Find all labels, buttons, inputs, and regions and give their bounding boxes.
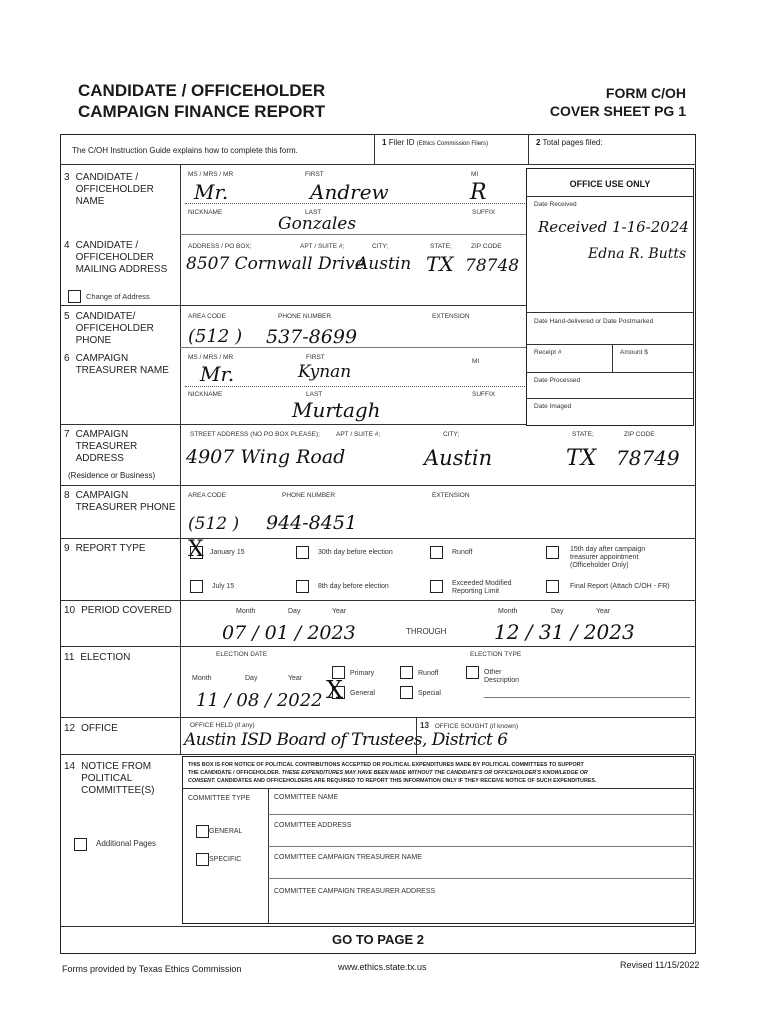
change-of-address-label: Change of Address: [86, 292, 150, 301]
election-runoff-label: Runoff: [418, 670, 439, 677]
additional-pages-checkbox[interactable]: [74, 838, 87, 851]
office-held-text: OFFICE HELD: [190, 722, 233, 729]
election-primary-label: Primary: [350, 670, 375, 677]
footer-provided-by: Forms provided by Texas Ethics Commission: [62, 964, 242, 974]
form-number-line1: FORM C/OH: [605, 85, 686, 101]
notice-text: THE CANDIDATE / OFFICEHOLDER.: [188, 770, 281, 776]
last-label: LAST: [306, 391, 323, 398]
section-number: 6: [64, 353, 70, 364]
section-14-label: [64, 761, 176, 797]
divider: [60, 926, 696, 927]
divider: [60, 164, 696, 165]
filer-id-field[interactable]: [382, 138, 488, 147]
section-title: PERIOD COVERED: [81, 605, 172, 616]
date-received-label: Date Received: [534, 201, 577, 208]
divider: [416, 717, 417, 754]
divider: [612, 344, 613, 372]
year-label: Year: [332, 608, 347, 615]
treasurer-street[interactable]: 4907 Wing Road: [186, 446, 346, 468]
instruction-text: The C/OH Instruction Guide explains how to complete this form.: [72, 146, 298, 155]
committee-treasurer-name-label: COMMITTEE CAMPAIGN TREASURER NAME: [274, 854, 422, 861]
candidate-state[interactable]: TX: [426, 252, 454, 276]
candidate-phone[interactable]: 537-8699: [266, 326, 358, 348]
ms-label: MS / MRS / MR: [188, 354, 234, 361]
section-title: REPORT TYPE: [75, 543, 146, 554]
election-date[interactable]: 11 / 08 / 2022: [196, 690, 323, 711]
candidate-area-code[interactable]: (512 ): [188, 326, 243, 347]
notice-line: [188, 777, 690, 785]
city-label: CITY;: [372, 243, 389, 250]
section-number: 5: [64, 311, 70, 322]
option-line: Reporting Limit: [452, 588, 500, 595]
received-signature: Edna R. Butts: [588, 246, 687, 262]
divider: [60, 646, 696, 647]
committee-general-checkbox[interactable]: [196, 825, 209, 838]
report-type-runoff-checkbox[interactable]: [430, 546, 443, 559]
form-title-line1: CANDIDATE / OFFICEHOLDER: [78, 81, 326, 100]
date-imaged-label: Date Imaged: [534, 403, 572, 410]
report-type-30th-checkbox[interactable]: [296, 546, 309, 559]
ms-label: MS / MRS / MR: [188, 171, 234, 178]
area-code-label: AREA CODE: [188, 313, 226, 320]
section-number: 13: [420, 721, 429, 730]
section-number: 14: [64, 761, 76, 772]
option-line: treasurer appointment: [570, 554, 639, 561]
filer-id-label: Filer ID: [388, 138, 415, 147]
section-title: CAMPAIGN TREASURER ADDRESS: [75, 429, 138, 464]
section-title: NOTICE FROM POLITICAL COMMITTEE(S): [81, 761, 155, 796]
footer-revised-date: Revised 11/15/2022: [620, 960, 700, 970]
office-held-label: [190, 722, 255, 729]
candidate-last-name[interactable]: Gonzales: [278, 214, 357, 234]
divider: [60, 424, 526, 425]
divider: [185, 386, 525, 387]
option-line: 15th day after campaign: [570, 546, 646, 553]
day-label: Day: [288, 608, 301, 615]
candidate-salutation[interactable]: Mr.: [194, 180, 229, 204]
month-label: Month: [498, 608, 518, 615]
treasurer-salutation[interactable]: Mr.: [200, 362, 235, 386]
section-number: 11: [64, 652, 75, 663]
section-title: CANDIDATE/ OFFICEHOLDER PHONE: [75, 311, 154, 346]
extension-label: EXTENSION: [432, 492, 470, 499]
section-number: 1: [382, 138, 387, 147]
option-line: Other: [484, 669, 502, 676]
section-number: 4: [64, 240, 70, 251]
divider: [526, 344, 694, 345]
section-number: 10: [64, 605, 76, 616]
additional-pages-label: Additional Pages: [96, 839, 157, 848]
suffix-label: SUFFIX: [472, 391, 496, 398]
divider: [60, 538, 696, 539]
report-type-exceeded-label: [452, 580, 512, 596]
committee-name-label: COMMITTEE NAME: [274, 794, 339, 801]
committee-type-label: COMMITTEE TYPE: [188, 795, 251, 802]
report-type-final-label: Final Report (Attach C/OH - FR): [570, 583, 670, 590]
section-title: CANDIDATE / OFFICEHOLDER NAME: [75, 172, 154, 207]
change-of-address-checkbox[interactable]: [68, 290, 81, 303]
mi-label: MI: [471, 171, 479, 178]
city-label: CITY;: [443, 431, 460, 438]
office-sought-text: OFFICE SOUGHT: [434, 723, 489, 730]
footer-website[interactable]: www.ethics.state.tx.us: [338, 962, 427, 972]
divider: [526, 196, 694, 197]
section-9-label: [64, 543, 176, 555]
report-type-8th-label: 8th day before election: [318, 583, 389, 590]
extension-label: EXTENSION: [432, 313, 470, 320]
divider: [526, 372, 694, 373]
phone-number-label: PHONE NUMBER: [278, 313, 332, 320]
candidate-zip[interactable]: 78748: [465, 256, 520, 276]
committee-treasurer-address-label: COMMITTEE CAMPAIGN TREASURER ADDRESS: [274, 888, 436, 895]
committee-specific-checkbox[interactable]: [196, 853, 209, 866]
divider: [268, 846, 694, 847]
divider: [180, 347, 526, 348]
candidate-first-name[interactable]: Andrew: [310, 180, 389, 204]
divider: [180, 164, 181, 754]
section-4-label: [64, 240, 176, 276]
section-number: 7: [64, 429, 70, 440]
committee-general-label: GENERAL: [209, 828, 243, 835]
candidate-address[interactable]: 8507 Cornwall Drive: [186, 254, 365, 274]
report-type-july-label: July 15: [212, 583, 235, 590]
notice-line: THIS BOX IS FOR NOTICE OF POLITICAL CONTRIBUTIONS ACCEPTED OR POLITICAL EXPENDITURES MADE BY POLITICAL COMMITTEES TO SUPPORT: [188, 762, 584, 768]
divider: [526, 312, 694, 313]
election-general-label: General: [350, 690, 375, 697]
form-number-line2: COVER SHEET PG 1: [549, 103, 686, 119]
total-pages-field[interactable]: [536, 138, 603, 147]
committee-notice: [188, 761, 690, 785]
divider: [60, 485, 696, 486]
divider: [60, 754, 696, 755]
option-line: (Officeholder Only): [570, 562, 629, 569]
section-title: ELECTION: [80, 652, 131, 663]
divider: [180, 234, 526, 235]
section-12-label: [64, 723, 176, 735]
month-label: Month: [192, 675, 212, 682]
report-type-january-label: January 15: [210, 549, 245, 556]
phone-number-label: PHONE NUMBER: [282, 492, 336, 499]
election-check-mark: X: [326, 676, 344, 704]
apt-label: APT / SUITE #;: [336, 431, 381, 438]
section-number: 3: [64, 172, 70, 183]
election-other-label: [484, 669, 519, 685]
through-label: THROUGH: [406, 627, 447, 636]
notice-text: THESE EXPENDITURES MAY HAVE BEEN MADE WITHOUT THE CANDIDATE'S OR OFFICEHOLDER'S KNOWLEDGE OR: [281, 770, 588, 776]
divider: [268, 878, 694, 879]
nickname-label: NICKNAME: [188, 209, 223, 216]
section-3-label: [64, 172, 176, 208]
divider: [268, 814, 694, 815]
treasurer-zip[interactable]: 78749: [616, 446, 680, 470]
election-date-label: ELECTION DATE: [216, 651, 268, 658]
candidate-city[interactable]: Austin: [356, 254, 412, 274]
report-type-july-checkbox[interactable]: [190, 580, 203, 593]
year-label: Year: [288, 675, 303, 682]
report-type-check-mark: X: [188, 537, 204, 562]
section-11-label: [64, 652, 176, 664]
section-number: 12: [64, 723, 76, 734]
section-10-label: [64, 605, 176, 617]
treasurer-phone[interactable]: 944-8451: [266, 512, 358, 534]
mi-label: MI: [472, 358, 480, 365]
hand-delivered-label: Date Hand-delivered or Date Postmarked: [534, 318, 654, 325]
received-stamp: Received 1-16-2024: [538, 218, 689, 236]
divider: [268, 788, 269, 924]
option-line: Description: [484, 677, 520, 684]
report-type-final-checkbox[interactable]: [546, 580, 559, 593]
candidate-middle-initial[interactable]: R: [470, 180, 487, 205]
street-address-label: STREET ADDRESS (NO PO BOX PLEASE);: [190, 431, 320, 438]
report-type-15th-label: [570, 546, 645, 570]
section-title: OFFICE: [81, 723, 118, 734]
area-code-label: AREA CODE: [188, 492, 226, 499]
divider: [60, 600, 696, 601]
committee-specific-label: SPECIFIC: [209, 856, 242, 863]
treasurer-first-name[interactable]: Kynan: [298, 362, 352, 382]
report-type-exceeded-checkbox[interactable]: [430, 580, 443, 593]
election-special-label: Special: [418, 690, 441, 697]
treasurer-state[interactable]: TX: [566, 446, 597, 471]
committee-address-label: COMMITTEE ADDRESS: [274, 822, 352, 829]
report-type-30th-label: 30th day before election: [318, 549, 393, 556]
treasurer-last-name[interactable]: Murtagh: [292, 398, 381, 422]
section-title: CANDIDATE / OFFICEHOLDER MAILING ADDRESS: [75, 240, 168, 275]
state-label: STATE;: [572, 431, 594, 438]
report-type-runoff-label: Runoff: [452, 549, 473, 556]
office-held-sub: (if any): [234, 722, 255, 729]
notice-line: [188, 769, 690, 777]
treasurer-city[interactable]: Austin: [424, 446, 493, 470]
section-7-label: [64, 429, 176, 465]
nickname-label: NICKNAME: [188, 391, 223, 398]
election-type-label: ELECTION TYPE: [470, 651, 522, 658]
office-sought-label: [420, 721, 518, 730]
divider: [526, 398, 694, 399]
divider: [60, 717, 696, 718]
year-label: Year: [596, 608, 611, 615]
form-title-line2: CAMPAIGN FINANCE REPORT: [78, 102, 326, 121]
office-sought-sub: (if known): [489, 723, 519, 730]
amount-label: Amount $: [620, 349, 648, 356]
section-number: 8: [64, 490, 70, 501]
option-line: Exceeded Modified: [452, 580, 512, 587]
apt-label: APT / SUITE #;: [300, 243, 345, 250]
divider: [374, 134, 375, 164]
treasurer-area-code[interactable]: (512 ): [188, 514, 240, 534]
divider: [182, 788, 694, 789]
notice-text: CANDIDATES AND OFFICEHOLDERS ARE REQUIRED TO REPORT THIS INFORMATION ONLY IF THEY RECEIVE NOTICE OF SUCH EXPENDITURES.: [216, 778, 597, 784]
period-end-date[interactable]: 12 / 31 / 2023: [494, 620, 635, 644]
section-6-label: [64, 353, 176, 377]
notice-text: CONSENT.: [188, 778, 216, 784]
last-label: LAST: [305, 209, 322, 216]
report-type-15th-checkbox[interactable]: [546, 546, 559, 559]
zip-label: ZIP CODE: [471, 243, 502, 250]
divider: [60, 305, 526, 306]
form-title: [78, 80, 325, 122]
day-label: Day: [245, 675, 258, 682]
divider: [484, 697, 690, 698]
section-title: CAMPAIGN TREASURER NAME: [75, 353, 169, 376]
residence-or-business-note: (Residence or Business): [68, 471, 156, 480]
office-held-value[interactable]: Austin ISD Board of Trustees, District 6: [184, 730, 508, 750]
election-special-checkbox[interactable]: [400, 686, 413, 699]
filer-id-sub: (Ethics Commission Filers): [416, 141, 489, 147]
report-type-8th-checkbox[interactable]: [296, 580, 309, 593]
period-start-date[interactable]: 07 / 01 / 2023: [222, 622, 356, 644]
address-label: ADDRESS / PO BOX;: [188, 243, 252, 250]
divider: [185, 203, 525, 204]
month-label: Month: [236, 608, 256, 615]
day-label: Day: [551, 608, 564, 615]
state-label: STATE;: [430, 243, 452, 250]
section-5-label: [64, 311, 176, 347]
first-label: FIRST: [306, 354, 325, 361]
election-other-checkbox[interactable]: [466, 666, 479, 679]
date-processed-label: Date Processed: [534, 377, 581, 384]
zip-label: ZIP CODE: [624, 431, 655, 438]
section-number: 9: [64, 543, 70, 554]
divider: [528, 134, 529, 164]
form-number: [550, 84, 686, 120]
section-number: 2: [536, 138, 541, 147]
office-use-title: OFFICE USE ONLY: [569, 179, 651, 189]
section-title: CAMPAIGN TREASURER PHONE: [75, 490, 176, 513]
receipt-label: Receipt #: [534, 349, 562, 356]
suffix-label: SUFFIX: [472, 209, 496, 216]
election-runoff-checkbox[interactable]: [400, 666, 413, 679]
first-label: FIRST: [305, 171, 324, 178]
go-to-page-2: GO TO PAGE 2: [332, 932, 424, 947]
section-8-label: [64, 490, 176, 514]
total-pages-label: Total pages filed:: [542, 138, 603, 147]
